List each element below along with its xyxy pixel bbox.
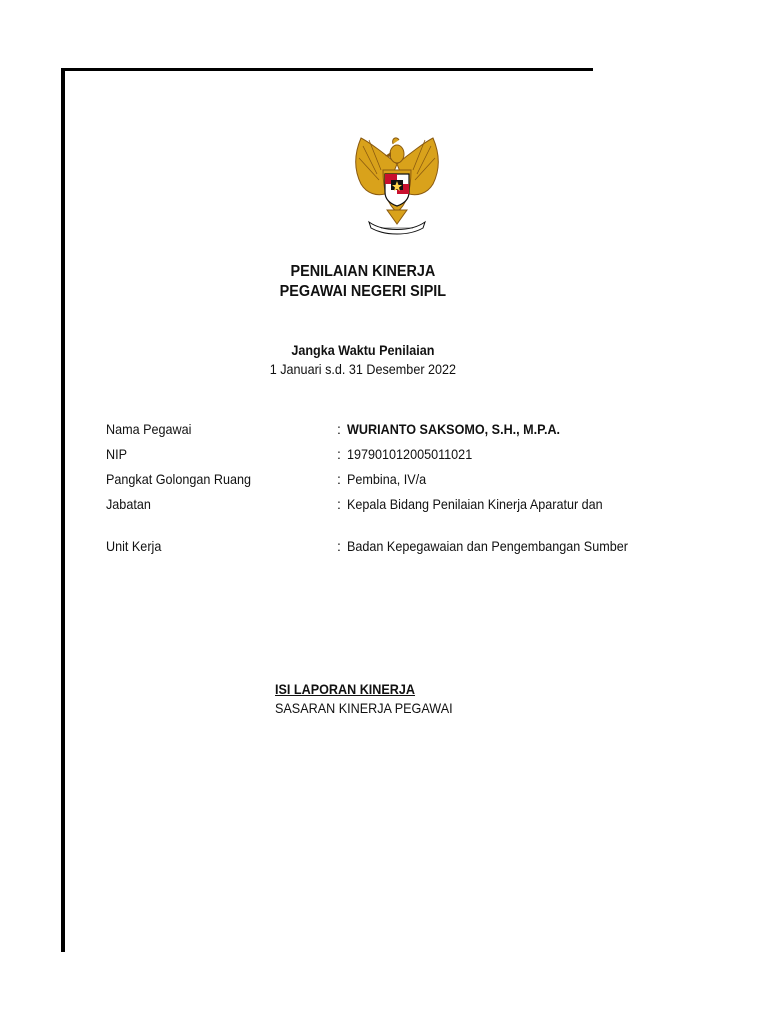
field-separator: : — [337, 538, 341, 554]
field-label: Pangkat Golongan Ruang — [106, 471, 252, 487]
period-value: 1 Januari s.d. 31 Desember 2022 — [269, 361, 457, 377]
field-separator: : — [337, 421, 341, 437]
document-page — [65, 71, 628, 971]
report-subheading: SASARAN KINERJA PEGAWAI — [275, 700, 453, 716]
field-separator: : — [337, 446, 341, 462]
field-label: NIP — [106, 446, 128, 462]
report-heading: ISI LAPORAN KINERJA — [275, 681, 416, 697]
document-title-line1: PENILAIAN KINERJA — [290, 263, 436, 280]
field-separator: : — [337, 471, 341, 487]
garuda-emblem-icon — [347, 134, 447, 238]
field-label: Nama Pegawai — [106, 421, 192, 437]
field-label: Unit Kerja — [106, 538, 162, 554]
field-label: Jabatan — [106, 496, 151, 512]
field-value: Pembina, IV/a — [347, 471, 427, 487]
document-title-line2: PEGAWAI NEGERI SIPIL — [279, 283, 447, 300]
period-label: Jangka Waktu Penilaian — [291, 342, 435, 358]
field-value: 197901012005011021 — [347, 446, 473, 462]
field-value: WURIANTO SAKSOMO, S.H., M.P.A. — [347, 421, 561, 437]
field-value: Badan Kepegawaian dan Pengembangan Sumber — [347, 538, 628, 554]
field-separator: : — [337, 496, 341, 512]
field-value: Kepala Bidang Penilaian Kinerja Aparatur dan — [347, 496, 603, 512]
